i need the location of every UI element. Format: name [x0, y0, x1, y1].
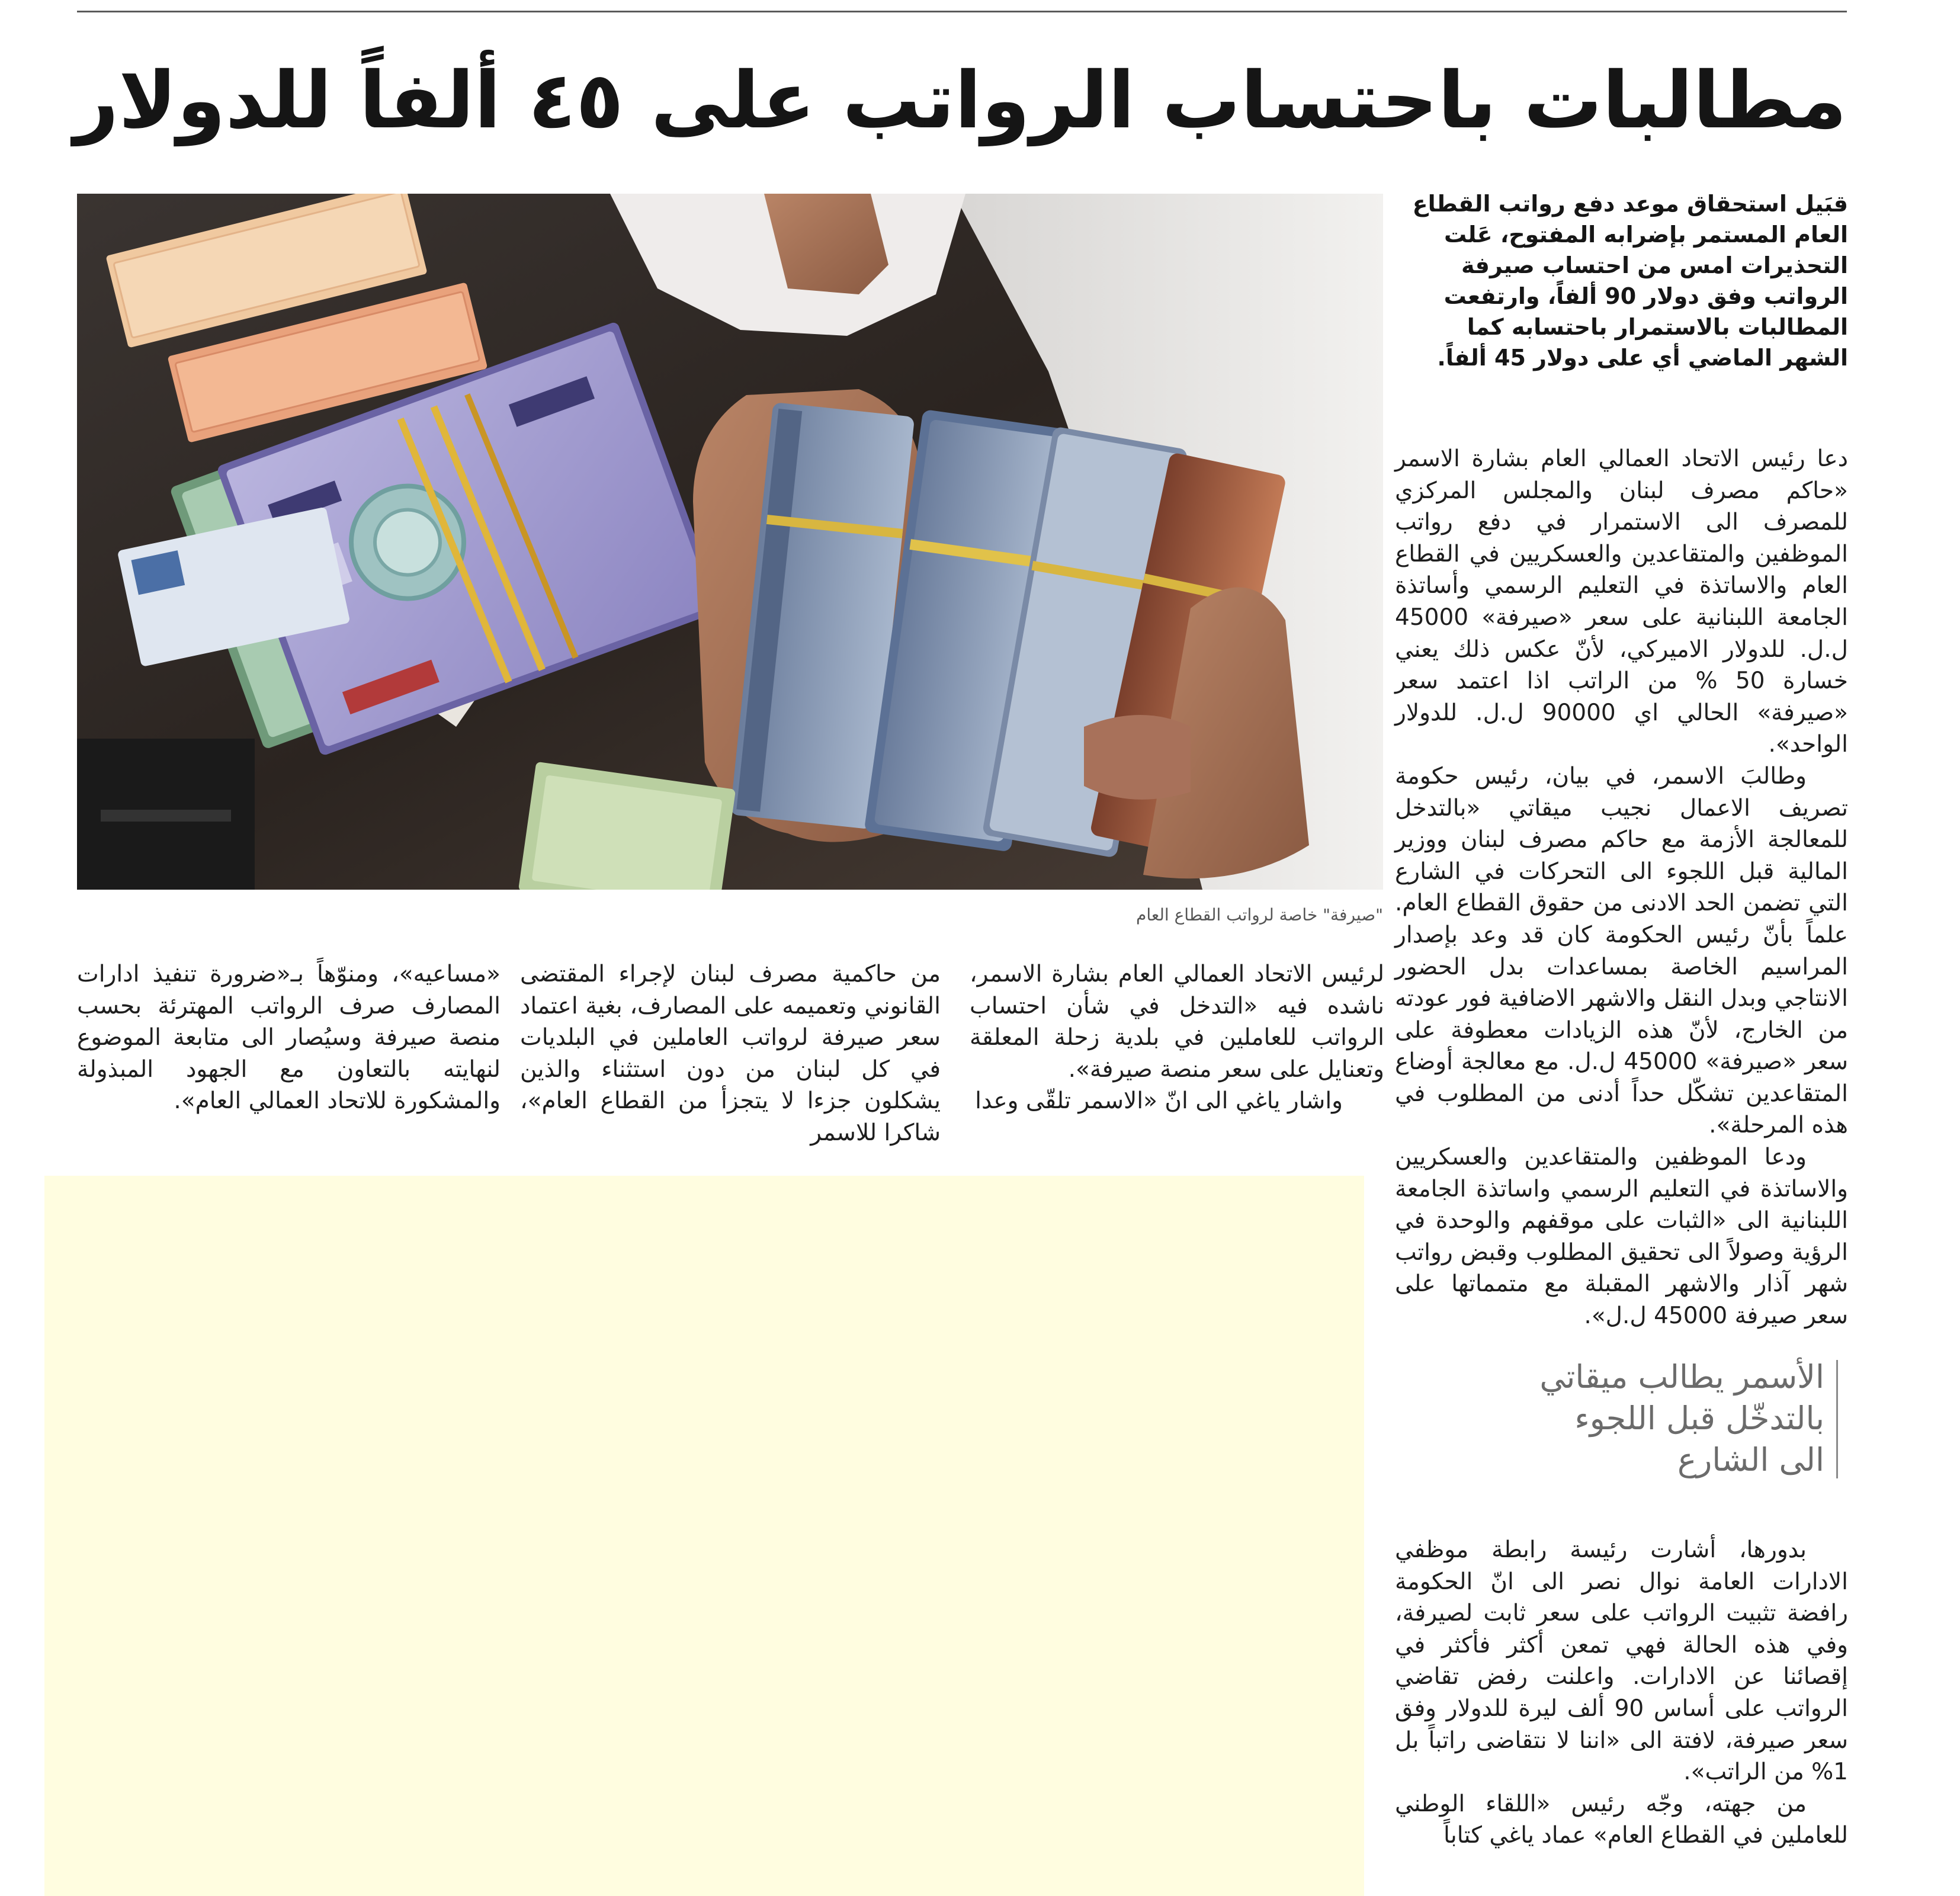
lead-paragraph: قبَيل استحقاق موعد دفع رواتب القطاع العام المستمر بإضرابه المفتوح، عَلت التحذيرات امس من احتساب صيرفة الرواتب وفق دولار 90 ألفاً، وارتفعت المطالبات بالاستمرار باحتسابه كما الشهر الماضي أي على دولار 45 ألفاً.	[1412, 191, 1848, 371]
article-column-middle-3	[77, 958, 501, 1117]
pullquote-rule	[1836, 1360, 1838, 1478]
headline: مطالبات باحتساب الرواتب على ٤٥ ألفاً للدولار	[73, 55, 1847, 146]
article-photo	[77, 194, 1383, 890]
top-rule	[77, 11, 1847, 12]
pull-quote-line: الأسمر يطالب ميقاتي	[1539, 1358, 1824, 1395]
photo-caption: "صيرفة" خاصة لرواتب القطاع العام	[1136, 905, 1383, 925]
article-column-right-top	[1395, 443, 1848, 1332]
article-column-right-bottom	[1395, 1534, 1848, 1852]
body-paragraph: لرئيس الاتحاد العمالي العام بشارة الاسمر، ناشده فيه «التدخل في شأن احتساب الرواتب للعاملين في بلدية زحلة المعلقة وتعنايل على سعر منصة صيرفة».	[970, 961, 1384, 1083]
body-paragraph: ودعا الموظفين والمتقاعدين والعسكريين والاساتذة في التعليم الرسمي واساتذة الجامعة اللبنانية الى «الثبات على موقفهم والوحدة في الرؤية وصولاً الى تحقيق المطلوب وقبض رواتب شهر آذار والاشهر المقبلة مع متمماتها على سعر صيرفة 45000 ل.ل».	[1395, 1144, 1848, 1330]
body-paragraph: من حاكمية مصرف لبنان لإجراء المقتضى القانوني وتعميمه على المصارف، بغية اعتماد سعر صيرفة لرواتب العاملين في البلديات في كل لبنان من دون استثناء والذين يشكلون جزءا لا يتجزأ من القطاع العام»، شاكرا للاسمر	[520, 961, 941, 1146]
pull-quote-line: الى الشارع	[1677, 1441, 1824, 1478]
body-paragraph: «مساعيه»، ومنوّهاً بـ«ضرورة تنفيذ ادارات المصارف صرف الرواتب المهترئة بحسب منصة صيرفة وسيُصار الى متابعة الموضوع لنهايته بالتعاون مع الجهود المبذولة والمشكورة للاتحاد العمالي العام».	[77, 961, 501, 1115]
article-column-middle-2	[520, 958, 941, 1149]
article-column-middle-1	[970, 958, 1384, 1117]
body-paragraph: وطالبَ الاسمر، في بيان، رئيس حكومة تصريف الاعمال نجيب ميقاتي «بالتدخل للمعالجة الأزمة مع حاكم مصرف لبنان ووزير المالية قبل اللجوء الى التحركات في الشارع التي تضمن الحد الادنى من حقوق القطاع العام. علماً بأنّ رئيس الحكومة كان قد وعد بإصدار المراسيم الخاصة بمساعدات بدل الحضور الانتاجي وبدل النقل والاشهر الاضافية فور عودته من الخارج، لأنّ هذه الزيادات معطوفة على سعر «صيرفة» 45000 ل.ل. مع معالجة أوضاع المتقاعدين تشكّل حداً أدنى من المطلوب في هذه المرحلة».	[1395, 762, 1848, 1139]
body-paragraph: واشار ياغي الى انّ «الاسمر تلقّى وعدا	[975, 1087, 1343, 1115]
pull-quote-line: بالتدخّل قبل اللجوء	[1574, 1400, 1824, 1437]
body-paragraph: من جهته، وجّه رئيس «اللقاء الوطني للعاملين في القطاع العام» عماد ياغي كتاباً	[1395, 1790, 1848, 1849]
money-photo-illustration	[77, 194, 1383, 890]
body-paragraph: بدورها، أشارت رئيسة رابطة موظفي الادارات العامة نوال نصر الى انّ الحكومة رافضة تثبيت الرواتب على سعر ثابت لصيرفة، وفي هذه الحالة فهي تمعن أكثر فأكثر في إقصائنا عن الادارات. واعلنت رفض تقاضي الرواتب على أساس 90 ألف ليرة للدولار وفق سعر صيرفة، لافتة الى «اننا لا نتقاضى راتباً بل 1% من الراتب».	[1395, 1536, 1848, 1786]
pull-quote	[1487, 1356, 1824, 1481]
blank-ad-space	[44, 1176, 1364, 1896]
body-paragraph: دعا رئيس الاتحاد العمالي العام بشارة الاسمر «حاكم مصرف لبنان والمجلس المركزي للمصرف الى الاستمرار في دفع رواتب الموظفين والمتقاعدين والعسكريين في القطاع العام والاساتذة في التعليم الرسمي وأساتذة الجامعة اللبنانية على سعر «صيرفة» 45000 ل.ل. للدولار الاميركي، لأنّ عكس ذلك يعني خسارة 50 % من الراتب اذا اعتمد سعر «صيرفة» الحالي اي 90000 ل.ل. للدولار الواحد».	[1395, 445, 1848, 758]
